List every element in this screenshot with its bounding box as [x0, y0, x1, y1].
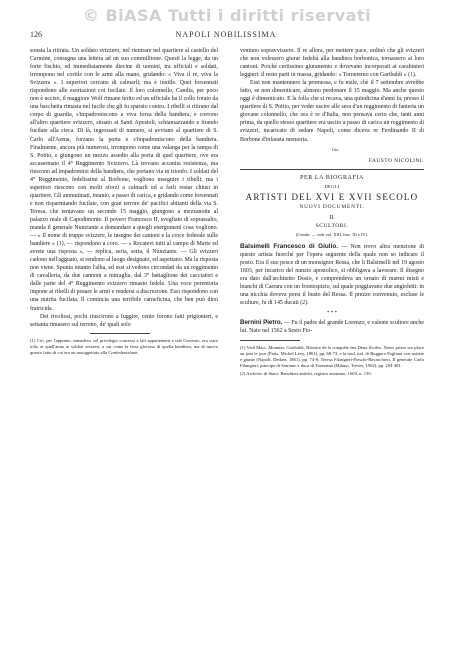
section-note: (Contin. — vedi vol. XIII, fasc. III e IV).: [295, 231, 369, 237]
page-title: NAPOLI NOBILISSIMA: [175, 30, 277, 39]
section-intro: PER LA BIOGRAFIA: [300, 174, 364, 181]
left-column: [30, 47, 218, 356]
paragraph: Essi non mantennero la promessa, e fu male, chè il 7 settembre avrebbe fatto, se non dimenticare, almeno perdonare il 15 maggio. Ma anche questo oggi è dimenticato. E la folla che si recava, una quindicina d'anni fa, presso il quartiere di S. Potito, per veder uscire alle sera d'un reggimento di fanteria un giovane colonnello, che ora è re d'Italia, non pensava certo che, tanti anni prima, da quello stesso quartiere era uscito a passo di carica un reggimento di svizzeri, incaricato di sedare Napoli, come diceva re Ferdinando II di Borbone d'infausta memoria.: [240, 80, 424, 143]
page-number: 126: [30, 30, 42, 39]
author-signature: FAUSTO NICOLINI.: [368, 157, 424, 164]
paragraph: Dei rivoltosi, pochi riuscirono a fuggire, cento furono fatti prigionieri, e settanta rimasero sul terreno, de' quali solo: [30, 313, 218, 328]
signature-mark: Gio.: [332, 146, 340, 152]
footnote: (1) Ciò, per l'appunto, intendevo col privilegio concessi a tali appartenenti a tale Governo, era stato tolto ai quell'anno ai soldati svizzeri, a cui come la fissa gloriosa di quella bandiera, ma di nuovo questo fatto di cui era un assoggettato alla Confederazione.: [30, 337, 218, 355]
entry-name: Bernini Pietro.: [240, 319, 283, 327]
paragraph: ventuno sopravvissero. Il re allora, per mettere pace, ordinò che gli svizzeri che non volessero giurar fedeltà alla bandiera borbonica, tornassero ai loro cantoni. Poiché certissimo giuramento e dovevano incorporati ai carabinieri leggieri: il resto parti in massa, gridando: « Torneremo con Garibaldi » (1).: [240, 48, 424, 79]
section-title: ARTISTI DEL XVI E XVII SECOLO: [245, 191, 419, 202]
footnote-divider: [240, 340, 300, 341]
footnote-divider: [90, 333, 150, 334]
entry-bernini: [240, 319, 424, 335]
entry-text: — Fu il padre del grande Lorenzo, e valente scultore anche lui. Nato nel 1562 a Sesto Fio-: [240, 320, 424, 335]
section-divider: [240, 169, 424, 170]
section-number: II.: [329, 214, 335, 221]
entry-name: Balsimelli Francesco di Giulio.: [240, 242, 339, 250]
entry-text: — Non trovo altra menzione di questo artista fuorché per l'opera seguente della quale non so indicare il posto. Era il suo pesce di un monsignor Ressa, che li Balsimelli nel 19 agosto 1603, per incarico del nunzio apostolico, si obbligava a lavorare. Il disegno era dato dall'architetto Dosio, e comprendeva un ornato di marmi misti e bianchi di Carrara con un frontespizio, sul quale poggiavano due angioletti: in una nicchia doveva porsi il busto del Ressa. Il prezzo convenuto, escluse le sculture, fu di 145 ducati (2).: [240, 243, 424, 307]
paragraph: sonata la ritirata. Un soldato svizzero, nel rientrare nel quartiere al castello del Carmine, consegna una lettera ad un suo commilitone. Questi la legge, da un forte fischio, ed immediatamente diecine di uomini, tra ufficiali e soldati, irrompono nel cortile con le armi alla mano, gridando: « Viva il re, viva la Svizzera ». I superiori cercano di calmarli; ma è inutile. Quei forsennati rispondono alle esortazioni coi fucilate. Il loro colonnello, Candia, per poco non è ucciso, il maggiore Wolf rimane ferito ed un ufficiale ha il collo forato da una bacchetta rimasta nel fucile che gli fu sparato contro. I ribelli si ritirano dal corpo di guardia, s'impadroniscono a viva forza della bandiera, e corrono all'altro quartiere svizzero, situato ai Santi Apostoli, schiamazzando e tirando fucilate alla cieca. Di là, ingrossati di numero, si avviano al quartiere di S. Carlo all'Arena, forzano la porta e s'impadroniscono della bandiera. Finalmente, ancora più numerosi, irrompono come una valanga per la rampa di S. Potito, e giungono un mezzo assedio alla porta di quel quartiere, ove era accasermato il 4° Reggimento Svizzero. Là trovano accanita resistenza, ma riescono ad impadronirsi della bandiera, che portano via in trionfo. I soldati del 4° Reggimento, fedelissimi al Borbone, vogliono inseguire i ribelli; ma i superiori riescono con molti sforzi a calmarli ed a farli restar chiusi in quartiere. Gli ammutinati, intanto, a passo di carica, e gridando come forsennati e non risparmiando fucilate, con gran terrore de' pacifici abitanti della via S. Teresa, che tentavano un secondo 15 maggio, giungono a mezzanotte al palazzo reale di Capodimonte. Il povero Francesco II, svegliato di soprassalto, manda il generale Nunziante a domandare a quegli energumeni cosa vogliono. — « Il nome di truppe svizzere, le insegne dei cantoni e la croce federale sulle bandiere » (1), — rispondono a coro. — « Recatevi tutti al campo di Marte ed avrete una risposta », — replica, seria, seria, il Nunziante. — Gli svizzeri cadono nell'agguato, si rendono al luogo designato, ed aspettano. Ma la risposta non viene. Spunta intanto l'alba, ed essi si vedono circondati da un reggimento di cavalleria, da due cannoni a mitraglia, dal 3° battaglione dei cacciatori e dalle parte del 4° Reggimento svizzero rimasto fedele. Una voce perentoria impone ai ribelli di posare le armi e rendersi a discrezione. Essi rispondono con una nutrita fucilata. Il comincia una terribile carneficina, che ben può dirsi fratricida.: [30, 48, 218, 312]
entry-balsimelli: [240, 243, 424, 307]
footnote: (1) Vedi Marc. Monnier, Garibaldi, Histoire de la conquête des Deux Siciles, Notes prises sur place au jour le jour (Paris, Michel Lévy, 1861), pp. 68-73, e la trad. ital. di Ruggero Pagliani con notizie e giunte (Napoli, Detken, 1861), pp. 74-8; Teresa Filangieri-Fieschi-Ravaschieri, Il generale Carlo Filangieri, principe di Satriano e duca di Taormina (Milano, Treves, 1902), pp. 294-301.: [240, 344, 424, 368]
section-intro-2: DEGLI: [324, 183, 340, 189]
page-header: [30, 30, 422, 44]
footnote: (2) Archivio di Stato: Banchieri antichi, registro anonimo, 1603, n. 130.: [240, 370, 372, 376]
watermark: © BiASA Tutti i diritti riservati: [82, 6, 372, 25]
section-heading: SCULTORI.: [315, 222, 349, 229]
separator-stars: * * *: [327, 311, 337, 317]
right-column: [240, 47, 424, 377]
section-subtitle: NUOVI DOCUMENTI.: [299, 203, 365, 210]
